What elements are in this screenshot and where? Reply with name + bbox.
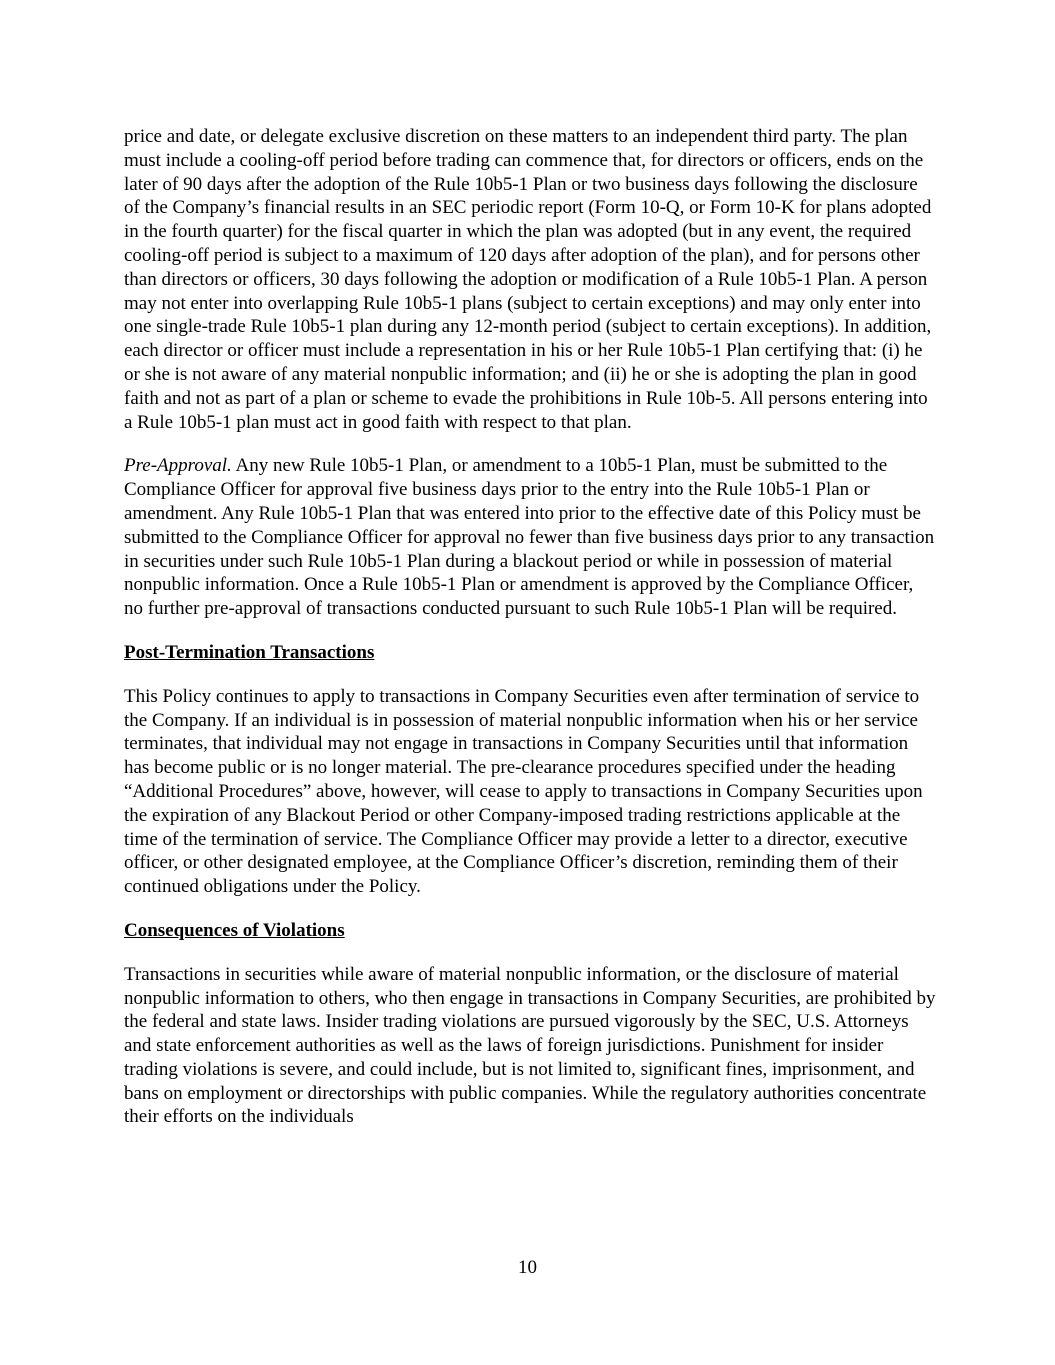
heading-consequences-of-violations: Consequences of Violations (124, 919, 345, 941)
paragraph-post-termination: This Policy continues to apply to transactions in Company Securities even after termination of service to the Company. If an individual is in possession of material nonpublic information when his or her service terminates, that individual may not engage in transactions in Company Securities until that information has become public or is no longer material. The pre-clearance procedures specified under the heading “Additional Procedures” above, however, will cease to apply to transactions in Company Securities upon the expiration of any Blackout Period or other Company-imposed trading restrictions applicable at the time of the termination of service. The Compliance Officer may provide a letter to a director, executive officer, or other designated employee, at the Compliance Officer’s discretion, reminding them of their continued obligations under the Policy. (124, 685, 923, 898)
pre-approval-text: Any new Rule 10b5-1 Plan, or amendment to a 10b5-1 Plan, must be submitted to the Compliance Officer for approval five business days prior to the entry into the Rule 10b5-1 Plan or amendment. Any Rule 10b5-1 Plan that was entered into prior to the effective date of this Policy must be submitted to the Compliance Officer for approval no fewer than five business days prior to any transaction in securities under such Rule 10b5-1 Plan during a blackout period or while in possession of material nonpublic information. Once a Rule 10b5-1 Plan or amendment is approved by the Compliance Officer, no further pre-approval of transactions conducted pursuant to such Rule 10b5-1 Plan will be required. (124, 455, 935, 620)
page-number: 10 (518, 1257, 537, 1278)
paragraph-cooling-off: price and date, or delegate exclusive discretion on these matters to an independent third party. The plan must include a cooling-off period before trading can commence that, for directors or officers, ends on the later of 90 days after the adoption of the Rule 10b5-1 Plan or two business days following the disclosure of the Company’s financial results in an SEC periodic report (Form 10-Q, or Form 10-K for plans adopted in the fourth quarter) for the fiscal quarter in which the plan was adopted (but in any event, the required cooling-off period is subject to a maximum of 120 days after adoption of the plan), and for persons other than directors or officers, 30 days following the adoption or modification of a Rule 10b5-1 Plan. A person may not enter into overlapping Rule 10b5-1 plans (subject to certain exceptions) and may only enter into one single-trade Rule 10b5-1 plan during any 12-month period (subject to certain exceptions). In addition, each director or officer must include a representation in his or her Rule 10b5-1 Plan certifying that: (i) he or she is not aware of any material nonpublic information; and (ii) he or she is adopting the plan in good faith and not as part of a plan or scheme to evade the prohibitions in Rule 10b-5. All persons entering into a Rule 10b5-1 plan must act in good faith with respect to that plan. (124, 126, 932, 433)
document-body (124, 125, 936, 1149)
pre-approval-run-in-heading: Pre-Approval. (124, 455, 232, 477)
paragraph-pre-approval (124, 454, 936, 621)
paragraph-consequences: Transactions in securities while aware of material nonpublic information, or the disclosure of material nonpublic information to others, who then engage in transactions in Company Securities, are prohibited by the federal and state laws. Insider trading violations are pursued vigorously by the SEC, U.S. Attorneys and state enforcement authorities as well as the laws of foreign jurisdictions. Punishment for insider trading violations is severe, and could include, but is not limited to, significant fines, imprisonment, and bans on employment or directorships with public companies. While the regulatory authorities concentrate their efforts on the individuals (124, 963, 936, 1128)
heading-post-termination-transactions: Post-Termination Transactions (124, 641, 375, 663)
